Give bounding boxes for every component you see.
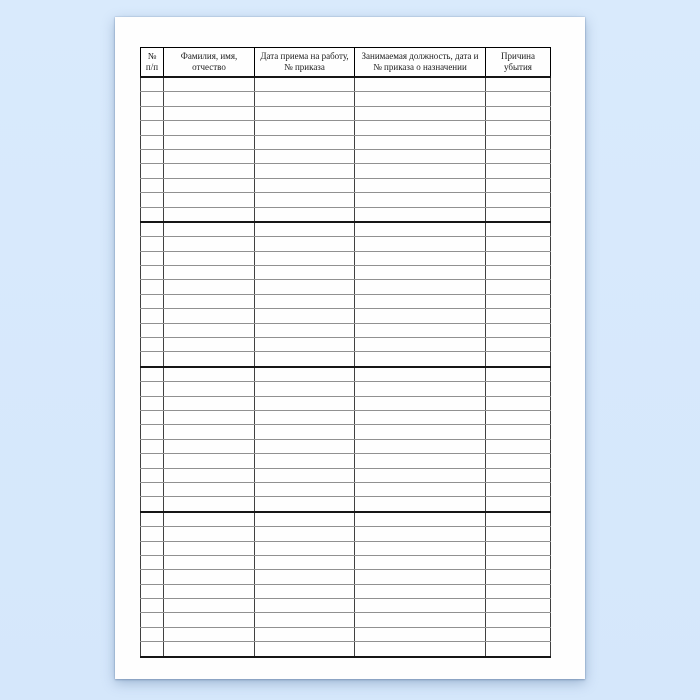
table-cell [255,280,355,294]
table-cell [141,454,164,468]
table-cell [486,454,551,468]
table-cell [255,382,355,396]
table-cell [255,266,355,280]
table-cell [355,251,486,265]
personnel-register-table [140,47,551,658]
table-cell [255,338,355,352]
table-cell [355,482,486,496]
table-cell [164,527,255,541]
table-cell [164,396,255,410]
table-cell [486,425,551,439]
table-cell [486,309,551,323]
table-cell [486,193,551,207]
table-cell [355,584,486,598]
table-cell [486,570,551,584]
header-line: № [147,51,157,61]
table-cell [486,396,551,410]
table-cell [141,382,164,396]
table-cell [355,309,486,323]
table-cell [141,77,164,92]
table-row [141,555,551,569]
table-cell [355,207,486,222]
table-row [141,251,551,265]
table-cell [486,135,551,149]
table-cell [164,454,255,468]
table-cell [255,468,355,482]
table-cell [355,92,486,106]
table-cell [141,121,164,135]
table-cell [141,92,164,106]
table-cell [141,266,164,280]
table-cell [164,627,255,641]
table-row [141,149,551,163]
table-cell [486,121,551,135]
table-cell [141,323,164,337]
table-cell [164,251,255,265]
table-row [141,106,551,120]
table-cell [255,584,355,598]
table-cell [255,497,355,512]
table-cell [164,512,255,527]
table-cell [355,338,486,352]
table-cell [255,294,355,308]
table-row [141,237,551,251]
table-row [141,266,551,280]
table-cell [164,266,255,280]
table-cell [141,309,164,323]
table-cell [141,106,164,120]
table-cell [141,251,164,265]
table-row [141,178,551,192]
table-cell [141,439,164,453]
table-row [141,77,551,92]
table-cell [355,135,486,149]
table-cell [355,323,486,337]
table-cell [355,541,486,555]
table-cell [355,425,486,439]
table-cell [486,410,551,424]
table-cell [141,527,164,541]
table-cell [486,207,551,222]
table-cell [141,338,164,352]
header-line: убытия [504,62,532,72]
table-cell [255,309,355,323]
table-cell [141,541,164,555]
table-cell [486,439,551,453]
table-cell [486,222,551,237]
table-cell [255,454,355,468]
table-cell [355,512,486,527]
table-cell [255,396,355,410]
table-cell [141,135,164,149]
table-cell [255,323,355,337]
table-row [141,468,551,482]
table-cell [486,294,551,308]
table-cell [355,121,486,135]
table-cell [255,251,355,265]
table-row [141,439,551,453]
table-cell [255,121,355,135]
table-cell [355,352,486,367]
table-cell [141,294,164,308]
table-row [141,323,551,337]
table-cell [164,135,255,149]
header-row [141,48,551,78]
table-cell [255,222,355,237]
table-cell [164,294,255,308]
table-cell [486,527,551,541]
table-cell [141,222,164,237]
document-page [115,17,585,679]
table-cell [141,468,164,482]
table-cell [255,642,355,657]
table-cell [164,410,255,424]
table-cell [255,164,355,178]
table-cell [255,482,355,496]
table-cell [486,164,551,178]
table-row [141,382,551,396]
table-cell [486,584,551,598]
table-cell [486,642,551,657]
table-row [141,642,551,657]
table-cell [486,280,551,294]
table-cell [164,570,255,584]
table-cell [255,627,355,641]
table-cell [164,106,255,120]
table-cell [255,425,355,439]
table-row [141,193,551,207]
table-cell [141,237,164,251]
table-row [141,541,551,555]
table-cell [164,497,255,512]
table-row [141,294,551,308]
table-cell [486,237,551,251]
table-cell [164,382,255,396]
header-line: Занимаемая должность, дата и [361,51,479,61]
table-cell [355,613,486,627]
table-cell [355,396,486,410]
table-cell [255,149,355,163]
table-row [141,497,551,512]
header-line: № приказа о назначении [373,62,467,72]
table-cell [164,92,255,106]
table-cell [255,527,355,541]
table-row [141,570,551,584]
table-cell [141,207,164,222]
table-cell [355,106,486,120]
table-row [141,454,551,468]
table-cell [164,642,255,657]
table-cell [141,599,164,613]
table-cell [486,323,551,337]
table-cell [164,555,255,569]
table-cell [164,77,255,92]
table-cell [486,266,551,280]
table-cell [164,599,255,613]
header-line: № приказа [284,62,325,72]
table-cell [141,482,164,496]
table-cell [355,468,486,482]
table-cell [141,555,164,569]
table-cell [164,222,255,237]
table-cell [355,570,486,584]
table-cell [355,497,486,512]
table-row [141,527,551,541]
header-line: Фамилия, имя, [180,51,238,61]
table-cell [164,207,255,222]
table-cell [255,237,355,251]
table-cell [355,555,486,569]
table-cell [486,77,551,92]
table-cell [255,178,355,192]
table-cell [355,642,486,657]
table-cell [486,251,551,265]
table-cell [355,77,486,92]
table-cell [486,555,551,569]
column-header-leave-reason [486,48,551,78]
table-cell [355,222,486,237]
table-row [141,613,551,627]
table-row [141,207,551,222]
table-cell [141,164,164,178]
table-cell [164,482,255,496]
table-cell [164,237,255,251]
table-cell [141,352,164,367]
table-row [141,425,551,439]
header-line: Дата приема на работу, [260,51,349,61]
table-cell [255,512,355,527]
table-cell [355,280,486,294]
table-cell [486,613,551,627]
table-cell [141,570,164,584]
table-cell [486,541,551,555]
table-cell [141,584,164,598]
table-cell [486,599,551,613]
table-row [141,512,551,527]
table-cell [255,570,355,584]
table-cell [355,164,486,178]
table-cell [486,382,551,396]
table-cell [486,512,551,527]
column-header-hire-date [255,48,355,78]
table-cell [164,613,255,627]
table-cell [255,555,355,569]
table-cell [355,410,486,424]
table-cell [255,410,355,424]
table-row [141,280,551,294]
table-cell [141,367,164,382]
table-cell [355,149,486,163]
table-cell [141,613,164,627]
table-cell [164,323,255,337]
table-row [141,222,551,237]
table-cell [355,627,486,641]
table-cell [255,92,355,106]
header-line: п/п [145,62,159,72]
table-cell [164,584,255,598]
table-row [141,352,551,367]
table-cell [486,497,551,512]
table-cell [164,338,255,352]
table-cell [141,425,164,439]
column-header-full-name [164,48,255,78]
table-cell [164,367,255,382]
table-row [141,338,551,352]
table-cell [164,164,255,178]
table-cell [141,280,164,294]
table-row [141,396,551,410]
table-cell [164,541,255,555]
table-cell [355,237,486,251]
table-body [141,77,551,657]
table-cell [355,178,486,192]
table-cell [141,642,164,657]
header-line: отчество [192,62,226,72]
table-cell [355,439,486,453]
table-cell [486,92,551,106]
table-cell [164,280,255,294]
table-cell [355,527,486,541]
table-cell [141,396,164,410]
table-row [141,164,551,178]
table-cell [141,512,164,527]
table-row [141,92,551,106]
table-cell [255,599,355,613]
table-cell [164,468,255,482]
table-cell [164,309,255,323]
table-cell [486,106,551,120]
table-cell [486,367,551,382]
table-cell [164,121,255,135]
table-cell [486,482,551,496]
table-cell [355,599,486,613]
table-cell [164,352,255,367]
table-cell [255,613,355,627]
table-cell [255,541,355,555]
table-cell [255,207,355,222]
table-cell [255,135,355,149]
table-cell [486,338,551,352]
table-cell [355,382,486,396]
table-cell [255,352,355,367]
table-cell [486,149,551,163]
table-cell [164,193,255,207]
table-row [141,135,551,149]
table-cell [255,367,355,382]
table-cell [164,425,255,439]
table-cell [141,193,164,207]
table-row [141,367,551,382]
table-cell [141,627,164,641]
table-row [141,584,551,598]
table-cell [486,468,551,482]
table-cell [355,193,486,207]
table-cell [355,266,486,280]
table-row [141,309,551,323]
table-cell [255,106,355,120]
table-row [141,410,551,424]
table-cell [141,497,164,512]
table-cell [141,410,164,424]
table-cell [141,178,164,192]
table-row [141,482,551,496]
table-cell [486,627,551,641]
table-row [141,599,551,613]
table-cell [255,193,355,207]
table-cell [486,178,551,192]
table-cell [355,294,486,308]
table-cell [255,439,355,453]
table-cell [355,454,486,468]
column-header-row-number [141,48,164,78]
table-row [141,627,551,641]
table-cell [164,178,255,192]
header-line: Причина [501,51,535,61]
table-cell [355,367,486,382]
column-header-position [355,48,486,78]
table-cell [164,149,255,163]
table-cell [486,352,551,367]
table-cell [255,77,355,92]
table-cell [141,149,164,163]
table-row [141,121,551,135]
table-cell [164,439,255,453]
